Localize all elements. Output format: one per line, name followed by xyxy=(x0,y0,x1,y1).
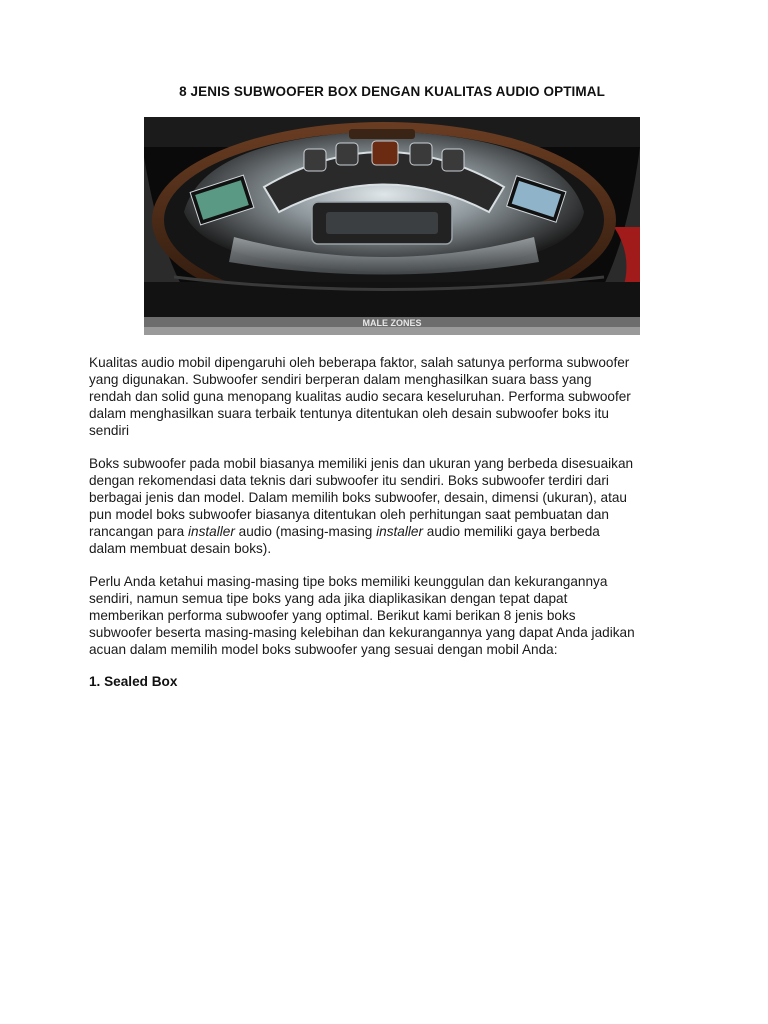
paragraph-line: Boks subwoofer pada mobil biasanya memiliki jenis dan ukuran yang berbeda disesuaikan xyxy=(89,456,634,471)
text-run: rancangan para xyxy=(89,524,189,539)
paragraph-line: Perlu Anda ketahui masing-masing tipe boks memiliki keunggulan dan kekurangannya xyxy=(89,574,608,589)
paragraph-line: rendah dan solid guna menopang kualitas audio secara keseluruhan. Performa subwoofer xyxy=(89,389,631,404)
paragraph-line: sendiri, namun semua tipe boks yang ada jika diaplikasikan dengan tepat dapat xyxy=(89,591,568,606)
paragraph-line: dengan rekomendasi data teknis dari subwoofer itu sendiri. Boks subwoofer terdiri dari xyxy=(89,473,609,488)
text-run: audio memiliki gaya berbeda xyxy=(423,524,600,539)
paragraph-line: memberikan performa subwoofer yang optimal. Berikut kami berikan 8 jenis boks xyxy=(89,608,576,623)
photo-watermark: MALE ZONES xyxy=(362,318,422,328)
paragraph-1 xyxy=(89,354,699,439)
paragraph-line: sendiri xyxy=(89,423,130,438)
section-heading: 1. Sealed Box xyxy=(89,674,178,689)
document-title: 8 JENIS SUBWOOFER BOX DENGAN KUALITAS AUDIO OPTIMAL xyxy=(179,84,605,99)
italic-term: installer xyxy=(188,524,235,539)
italic-term: installer xyxy=(376,524,423,539)
paragraph-line: yang digunakan. Subwoofer sendiri berperan dalam menghasilkan suara bass yang xyxy=(89,372,592,387)
paragraph-line: subwoofer beserta masing-masing kelebihan dan kekurangannya yang dapat Anda jadikan xyxy=(89,625,635,640)
paragraph-3 xyxy=(89,573,699,658)
paragraph-line: berbagai jenis dan model. Dalam memilih boks subwoofer, desain, dimensi (ukuran), atau xyxy=(89,490,627,505)
paragraph-line: Kualitas audio mobil dipengaruhi oleh beberapa faktor, salah satunya performa subwoofer xyxy=(89,355,630,370)
paragraph-line: dalam membuat desain boks). xyxy=(89,541,272,556)
car-trunk-photo xyxy=(144,117,640,335)
text-run: audio (masing-masing xyxy=(234,524,377,539)
paragraph-line: dalam menghasilkan suara terbaik tentunya ditentukan oleh desain subwoofer boks itu xyxy=(89,406,609,421)
paragraph-line: pun model boks subwoofer biasanya ditentukan oleh perhitungan saat pembuatan dan xyxy=(89,507,609,522)
paragraph-line: acuan dalam memilih model boks subwoofer yang sesuai dengan mobil Anda: xyxy=(89,642,558,657)
paragraph-line xyxy=(89,523,699,540)
paragraph-2 xyxy=(89,455,699,557)
